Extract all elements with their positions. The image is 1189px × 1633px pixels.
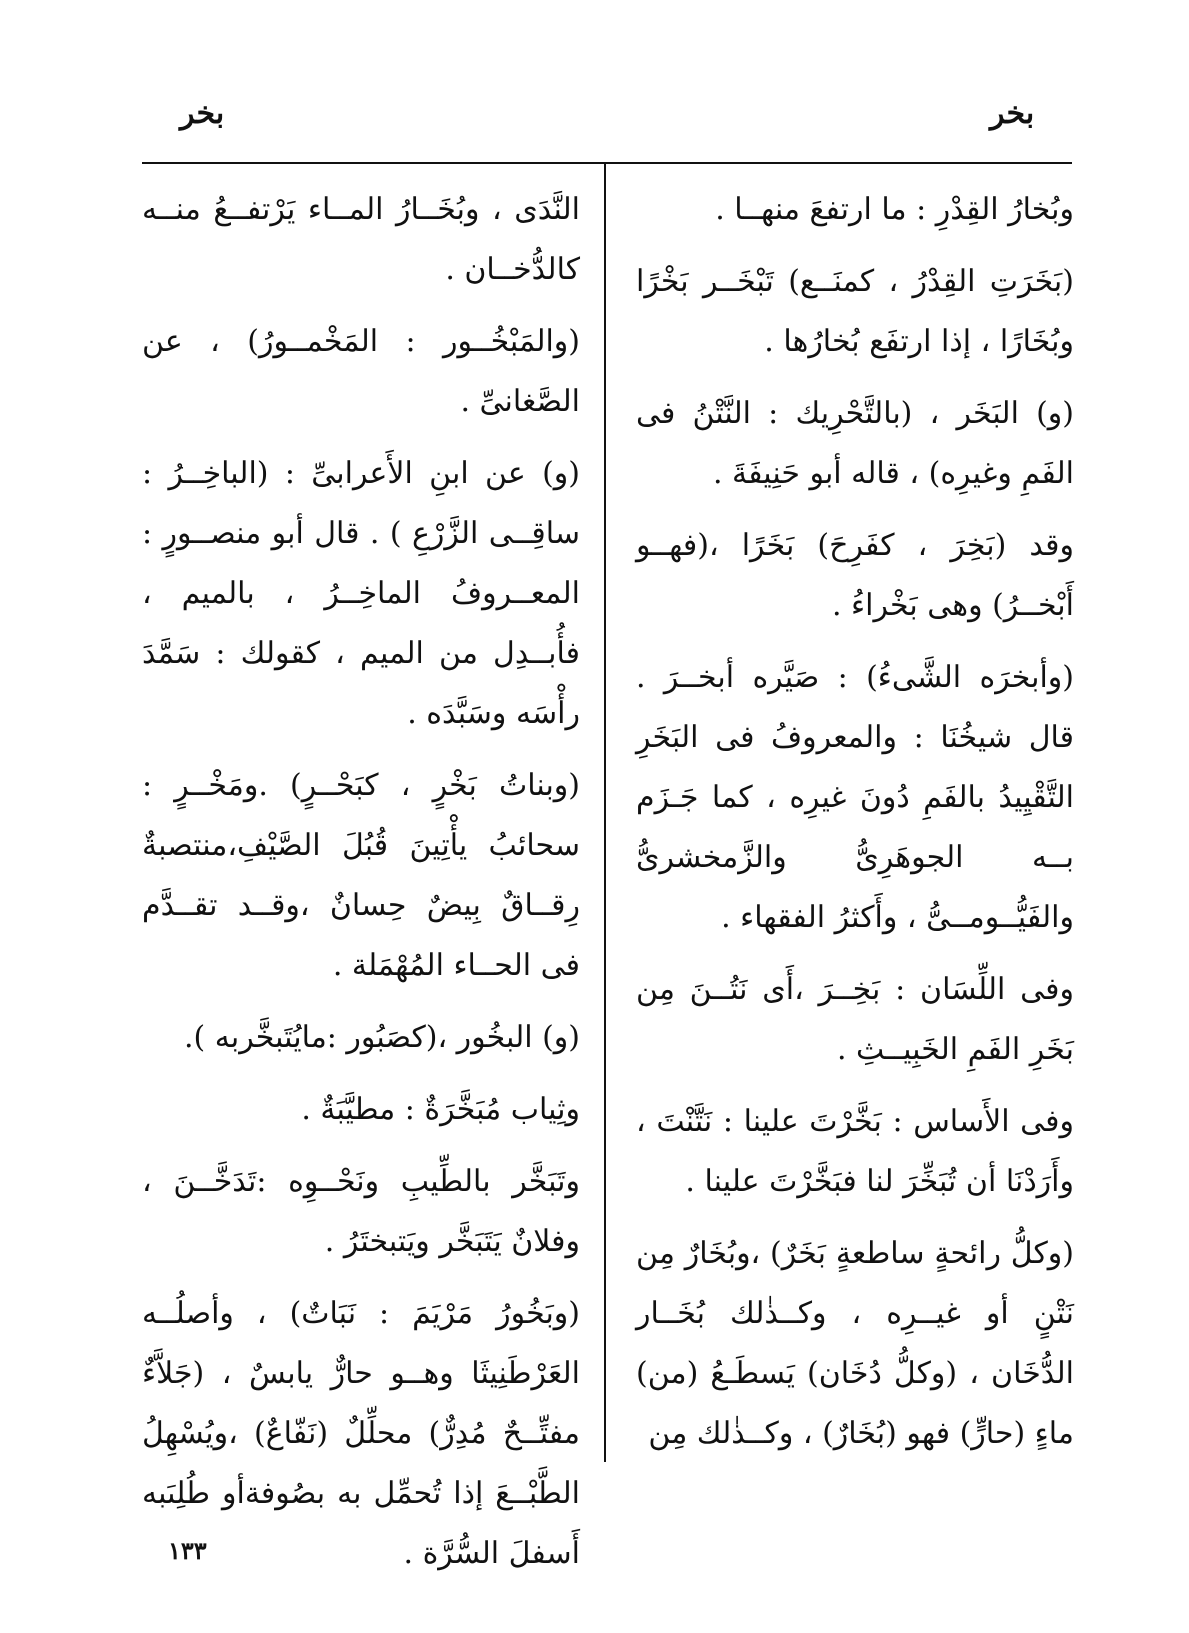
paragraph: وقد (بَخِرَ ، كفَرِحَ) بَخَرًا ،(فهــو أَبْخــرُ) وهى بَخْراءُ . bbox=[636, 528, 1074, 623]
header-word-right: بخر bbox=[990, 96, 1035, 131]
paragraph: (و) البخُور ،(كصَبُور :مايُتَبخَّربه ). bbox=[183, 1020, 580, 1055]
paragraph: (و) عن ابنِ الأَعرابىِّ : (الباخِــرُ : ساقِــى الزَّرْعِ ) . قال أبو منصــورٍ : المعــروفُ الماخِــرُ ، بالميم ، فأُبــدِل من الميم ، كقولك : سَمَّدَ رأْسَه وسَبَّدَه . bbox=[142, 456, 580, 731]
column-divider bbox=[604, 162, 606, 1462]
right-column bbox=[636, 180, 1074, 1476]
paragraph: (والمَبْخُــور : المَخْمــورُ) ، عن الصَّغانىِّ . bbox=[142, 324, 580, 419]
paragraph: وفى اللِّسَان : بَخِــرَ ،أَى نَتُــنَ مِن بَخَرِ الفَمِ الخَبِيــثِ . bbox=[636, 972, 1074, 1067]
paragraph: (بَخَرَتِ القِدْرُ ، كمنَــع) تَبْخَــر بَخْرًا وبُخَارًا ، إذا ارتفَع بُخارُها . bbox=[636, 264, 1074, 359]
paragraph: وفى الأَساس : بَخَّرْتَ علينا : نَتَّنْتَ ، وأَرَدْنَا أن تُبَخِّرَ لنا فبَخَّرْتَ علينا . bbox=[636, 1104, 1074, 1199]
paragraph: (وبَخُورُ مَرْيَمَ : نَبَاتٌ) ، وأصلُــه العَرْطَنِيثَا وهــو حارٌّ يابسٌ ، (جَلاَّءٌ مفتِّــحٌ مُدِرٌّ) محلِّلٌ (نَفّاعٌ) ،ويُسْهِلُ الطَّبْــعَ إذا تُحمِّل به بصُوفةأو طُلِىَبه أَسفلَ السُّرَّة . bbox=[142, 1296, 580, 1571]
paragraph: (وكلُّ رائحةٍ ساطعةٍ بَخَرٌ) ،وبُخَارٌ مِن نَتْنٍ أو غيــرِه ، وكــذٰلك بُخَــار الدُّخَان ، (وكلُّ دُخَان) يَسطَـعُ (من) ماءٍ (حارٍّ) فهو (بُخَارٌ) ، وكــذٰلك مِن bbox=[636, 1236, 1074, 1451]
paragraph: (وأبخرَه الشَّىءُ) : صَيَّره أبخــرَ . قال شيخُنَا : والمعروفُ فى البَخَرِ التَّقْيِيدُ بالفَمِ دُونَ غيرِه ، كما جَـزَم بــه الجوهَرِىُّ والزَّمخشرىُّ والفَيُّــومــىُّ ، وأَكثرُ الفقهاء . bbox=[636, 660, 1074, 935]
paragraph: (و) البَخَر ، (بالتَّحْرِيك : النَّتْنُ فى الفَمِ وغيرِه) ، قاله أبو حَنِيفَةَ . bbox=[636, 396, 1074, 491]
paragraph: النَّدَى ، وبُخَــارُ المــاء يَرْتفــعُ منــه كالدُّخــان . bbox=[142, 192, 580, 287]
header-word-left: بخر bbox=[180, 96, 225, 131]
paragraph: وبُخارُ القِدْرِ : ما ارتفعَ منهــا . bbox=[715, 192, 1074, 227]
left-column bbox=[142, 180, 580, 1596]
page-number: ١٣٣ bbox=[168, 1536, 207, 1565]
paragraph: وتَبَخَّر بالطِّيبِ ونَحْــوِه :تَدَخَّــنَ ، وفلانٌ يَتَبَخَّر ويَتبختَرُ . bbox=[142, 1164, 580, 1259]
paragraph: وثِياب مُبَخَّرَةٌ : مطيَّبَةٌ . bbox=[301, 1092, 580, 1127]
header-rule bbox=[142, 162, 1072, 164]
paragraph: (وبناتُ بَخْرٍ ، كبَحْــرٍ) .ومَخْــرٍ : سحائبُ يأْتِينَ قُبُلَ الصَّيْفِ،منتصبةٌ رِقــاقٌ بِيضٌ حِسانٌ ،وقــد تقــدَّم فى الحــاء المُهْمَلة . bbox=[142, 768, 580, 983]
